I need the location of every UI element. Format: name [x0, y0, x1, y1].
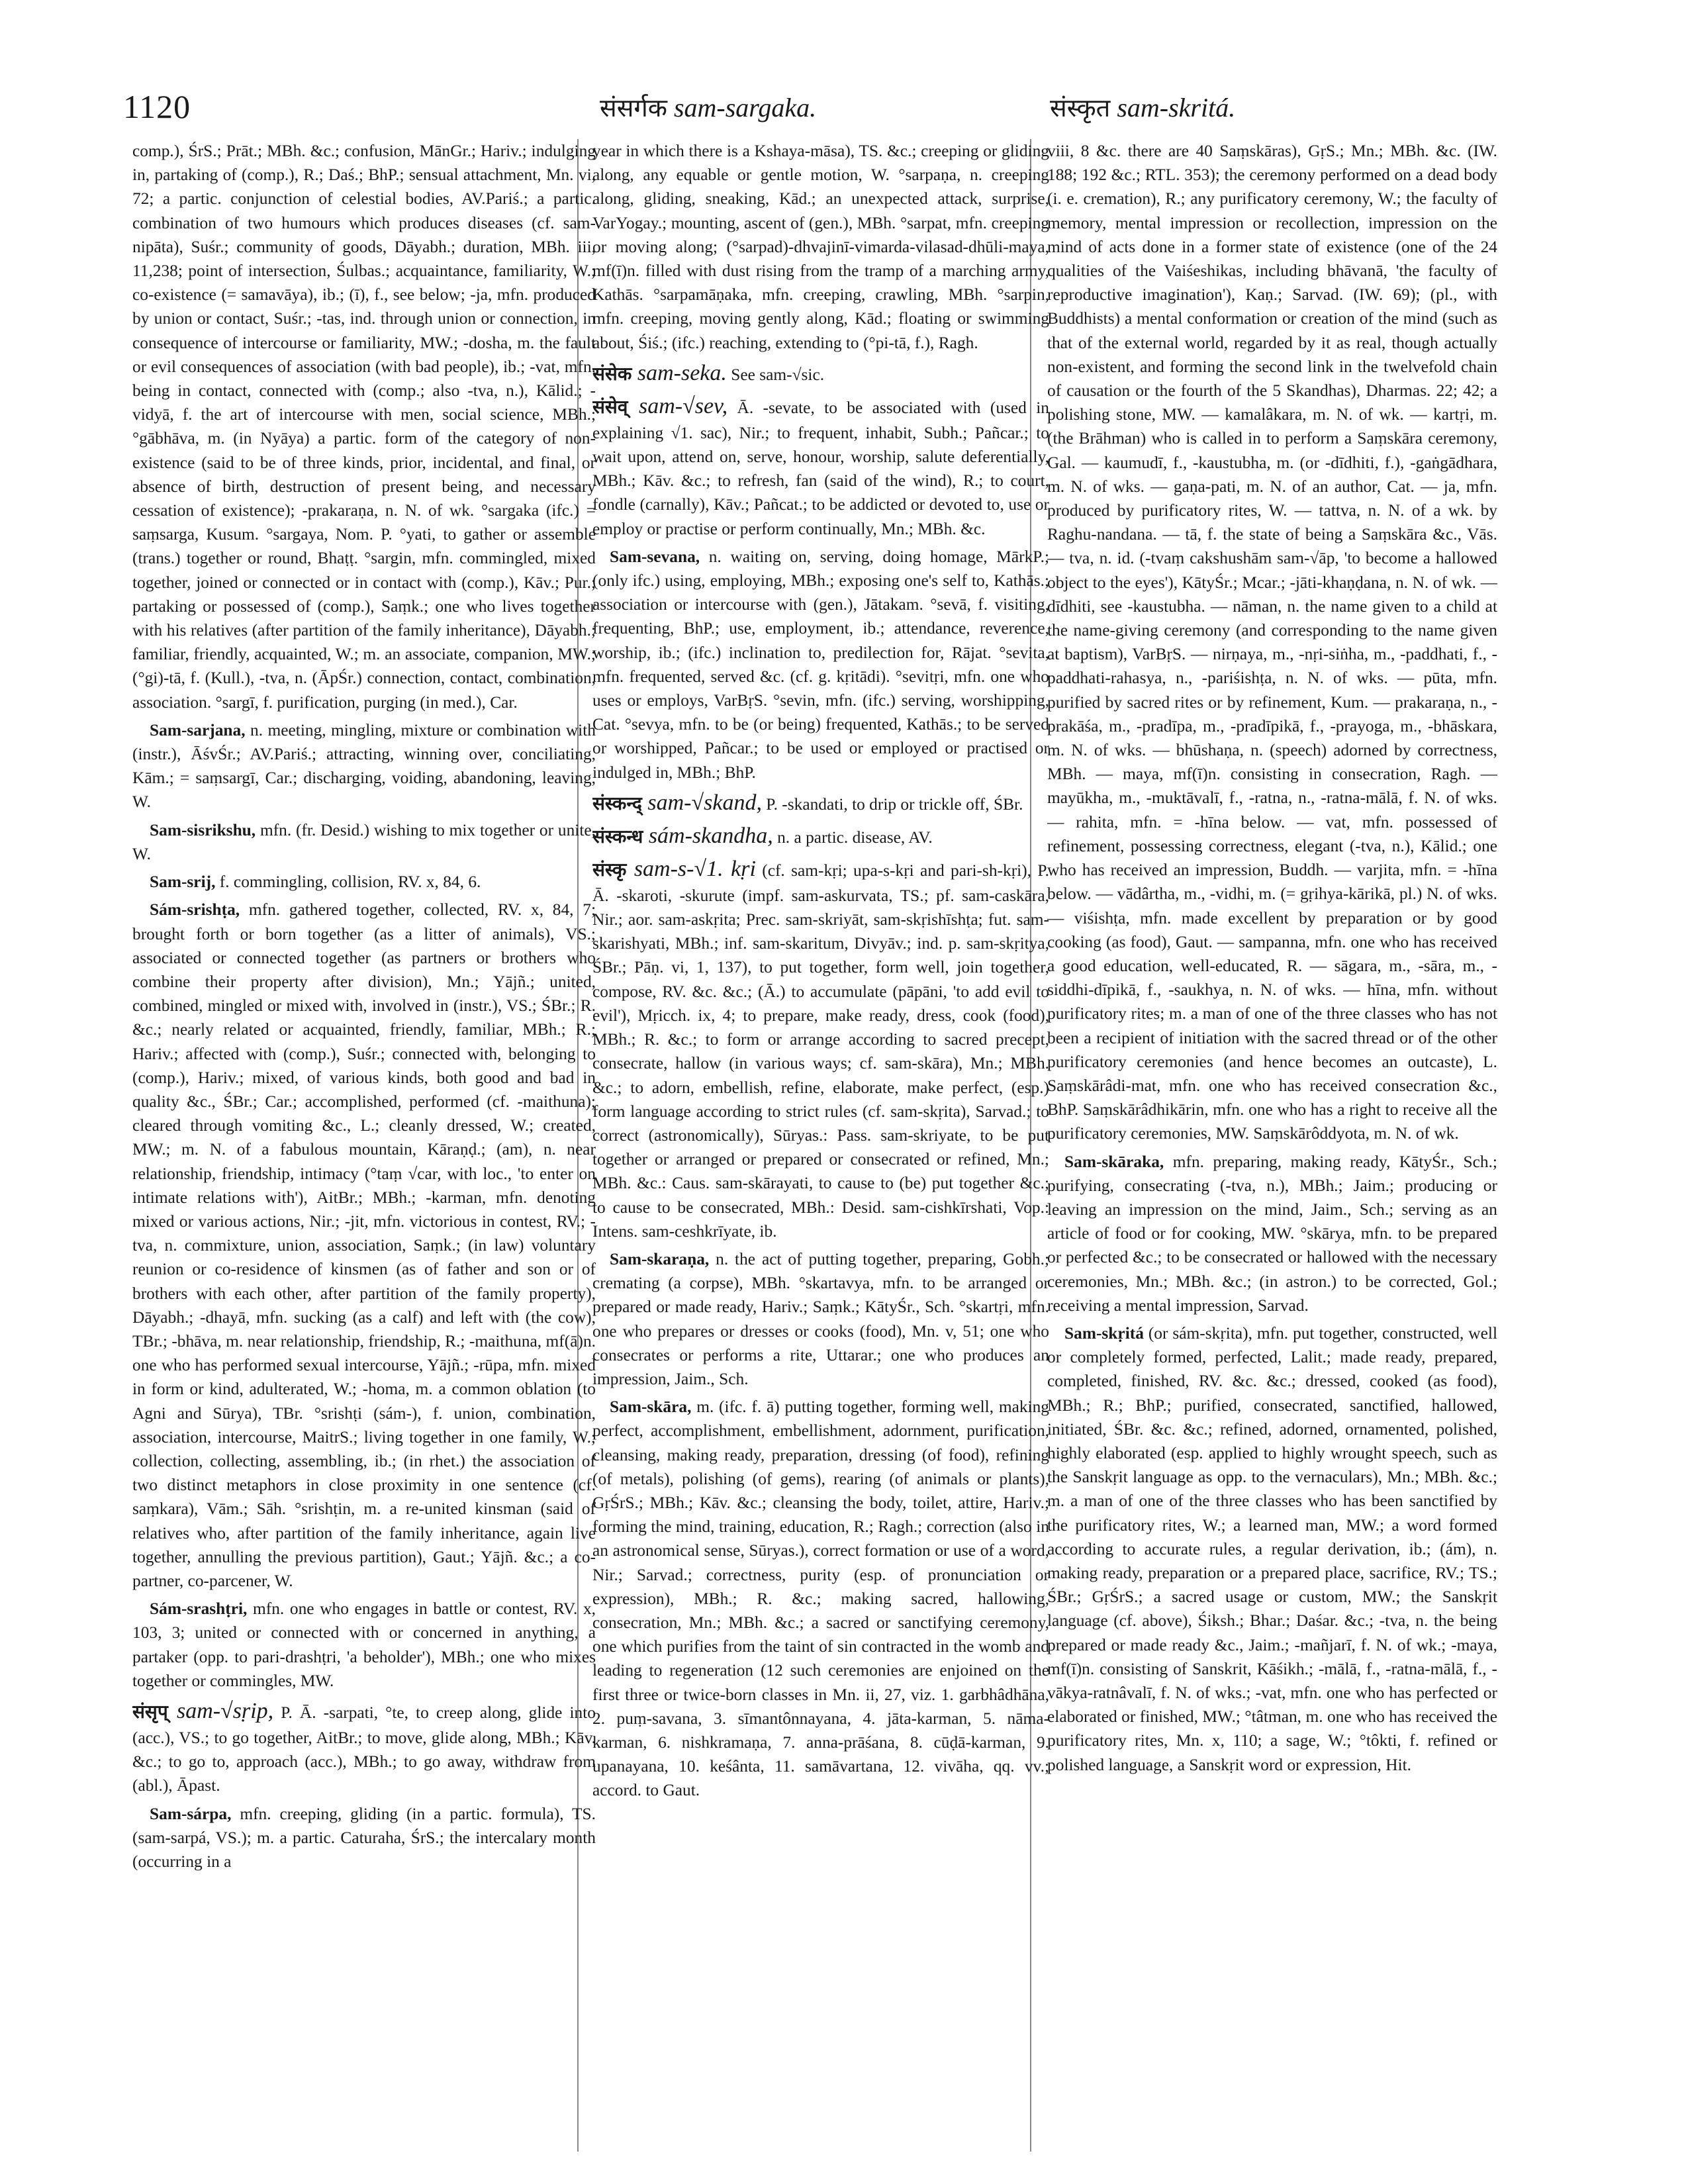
entry-definition: mfn. one who engages in battle or contest, RV. x, 103, 3; united or connected with or concerned in anything, a partaker (opp. to pari-drashṭri, 'a beholder'), MBh.; one who mixes together or commingles, MW.	[132, 1599, 596, 1690]
right-head-roman: sam-skritá.	[1117, 93, 1236, 122]
entry-definition: year in which there is a Kshaya-māsa), TS. &c.; creeping or gliding along, any equable or gentle motion, W. °sarpaṇa, n. creeping along, gliding, sneaking, Kād.; an unexpected attack, surprise, VarYogay.; mounting, ascent of (gen.), MBh. °sarpat, mfn. creeping or moving along; (°sarpad)-dhvajinī-vimarda-vilasad-dhūli-maya, mf(ī)n. filled with dust rising from the tramp of a marching army, Kathās. °sarpamāṇaka, mfn. creeping, crawling, MBh. °sarpin, mfn. creeping, moving gently along, Kād.; floating or swimming about, Śiś.; (ifc.) reaching, extending to (°pi-tā, f.), Ragh.	[592, 142, 1049, 352]
entry-definition: Ā. -sevate, to be associated with (used in explaining √1. sac), Nir.; to frequent, inhabit, Subh.; Pañcar.; to wait upon, attend on, serve, honour, worship, salute deferentially, MBh.; Kāv. &c.; to refresh, fan (said of the wind), R.; to court, fondle (carnally), Kāv.; Pañcat.; to be addicted or devoted to, use or employ or practise or perform continually, Mn.; MBh. &c.	[592, 398, 1049, 538]
entry-definition: P. -skandati, to drip or trickle off, ŚBr.	[761, 794, 1023, 814]
entry-headword: Sam-skṛitá	[1064, 1323, 1144, 1343]
entry-definition: P. Ā. -sarpati, °te, to creep along, glide into (acc.), VS.; to go together, AitBr.; to move, glide along, MBh.; Kāv. &c.; to go to, approach (acc.), MBh.; to go away, withdraw from (abl.), Āpast.	[132, 1703, 596, 1795]
column-3	[1047, 139, 1497, 2152]
entry-headword: sam-√sev,	[628, 393, 728, 418]
entry-headword: sam-s-√1. kṛi	[626, 856, 756, 881]
entry-definition: f. commingling, collision, RV. x, 84, 6.	[215, 873, 481, 892]
dictionary-entry	[132, 139, 596, 714]
entry-headword: Sam-skāra,	[610, 1398, 692, 1417]
dictionary-entry	[592, 392, 1049, 541]
dictionary-entry	[592, 139, 1049, 355]
column-1	[132, 139, 596, 2152]
dictionary-entry	[132, 718, 596, 814]
entry-devanagari: संसृप्	[132, 1701, 168, 1723]
entry-headword: Sam-srij,	[150, 873, 216, 892]
left-head-roman: sam-sargaka.	[673, 93, 817, 122]
entry-definition: m. (ifc. f. ā) putting together, forming well, making perfect, accomplishment, embellishment, adornment, purification, cleansing, making ready, preparation, dressing (of food), refining (of metals), polishing (of gems), rearing (of animals or plants), GṛŚrS.; MBh.; Kāv. &c.; cleansing the body, toilet, attire, Hariv.; forming the mind, training, education, R.; Ragh.; correction (also in an astronomical sense, Sūryas.), correct formation or use of a word, Nir.; Sarvad.; correctness, purity (esp. of pronunciation or expression), MBh.; R. &c.; making sacred, hallowing, consecration, Mn.; MBh. &c.; a sacred or sanctifying ceremony, one which purifies from the taint of sin contracted in the womb and leading to regeneration (12 such ceremonies are enjoined on the first three or twice-born classes in Mn. ii, 27, viz. 1. garbhâdhāna, 2. puṃ-savana, 3. sīmantônnayana, 4. jāta-karman, 5. nāma-karman, 6. nishkramaṇa, 7. anna-prāśana, 8. cūḍā-karman, 9. upanayana, 10. keśânta, 11. samāvartana, 12. vivāha, qq. vv.; accord. to Gaut.	[592, 1398, 1049, 1800]
dictionary-entry	[1047, 1321, 1497, 1777]
entry-definition: n. the act of putting together, preparing, Gobh.; cremating (a corpse), MBh. °skartavya, mfn. to be arranged or prepared or made ready, Hariv.; Saṃk.; KātyŚr., Sch. °skartṛi, mfn. one who prepares or dresses or cooks (food), Mn. v, 51; one who consecrates or performs a rite, Uttarar.; one who produces an impression, Jaim., Sch.	[592, 1249, 1049, 1388]
entry-headword: Sám-srashṭri,	[150, 1599, 248, 1619]
dictionary-entry	[592, 545, 1049, 784]
entry-definition: mfn. (fr. Desid.) wishing to mix together or unite, W.	[132, 820, 596, 863]
left-head-devanagari: संसर्गक	[600, 93, 667, 122]
dictionary-entry	[132, 870, 596, 894]
entry-headword: Sam-sevana,	[610, 547, 700, 566]
dictionary-entry	[132, 1802, 596, 1874]
dictionary-entry	[592, 1395, 1049, 1802]
dictionary-entry	[592, 822, 1049, 851]
dictionary-entry	[592, 359, 1049, 388]
column-2	[592, 139, 1049, 2152]
entry-definition: mfn. gathered together, collected, RV. x, 84, 7; brought forth or born together (as a litter of animals), VS.; associated or connected together (as partners or brothers who combine their property after division), Mn.; Yājñ.; united, combined, mingled or mixed with, involved in (instr.), VS.; ŚBr.; R. &c.; nearly related or acquainted, friendly, familiar, MBh.; R.; Hariv.; affected with (comp.), Suśr.; connected with, belonging to (comp.), Hariv.; mixed, of various kinds, both good and bad in quality &c., ŚBr.; Car.; accomplished, performed (cf. -maithuna); cleared through vomiting &c., L.; cleanly dressed, W.; created, MW.; m. N. of a fabulous mountain, Kāraṇḍ.; (am), n. near relationship, friendship, intimacy (°taṃ √car, with loc., 'to enter on intimate relations with'), AitBr.; MBh.; -karman, mfn. denoting mixed or various actions, Nir.; -jit, mfn. victorious in contest, RV.; -tva, n. commixture, union, association, Saṃk.; (in law) voluntary reunion or co-residence of kinsmen (as of father and son or of brothers with each other, after partition of the family property), Dāyabh.; -dhayā, mfn. sucking (as a calf) and left with (the cow), TBr.; -bhāva, m. near relationship, friendship, R.; -maithuna, mf(ā)n. one who has performed sexual intercourse, Yājñ.; -rūpa, mfn. mixed in form or kind, adulterated, W.; -homa, m. a common oblation (to Agni and Sūrya), TBr. °srishṭi (sám-), f. union, combination, association, intercourse, MaitrS.; living together in one family, W.; collection, collecting, assembling, ib.; (in rhet.) the association of two distinct metaphors in close proximity in one sentence (cf. saṃkara), Vām.; Sāh. °srishṭin, m. a re-united kinsman (said of relatives who, after partition of the family inheritance, again live together, annulling the previous partition), Gaut.; Yājñ. &c.; a co-partner, co-parcener, W.	[132, 900, 596, 1590]
entry-headword: Sam-sarjana,	[150, 720, 246, 739]
entry-definition: n. waiting on, serving, doing homage, MārkP.; (only ifc.) using, employing, MBh.; exposing one's self to, Kathās.; association or intercourse with (gen.), Jātakam. °sevā, f. visiting, frequenting, BhP.; use, employment, ib.; attendance, reverence, worship, ib.; (ifc.) inclination to, predilection for, Rājat. °sevita, mfn. frequented, served &c. (cf. g. kṛitādi). °sevitṛi, mfn. one who uses or employs, VarBṛS. °sevin, mfn. (ifc.) serving, worshipping, Cat. °sevya, mfn. to be (or being) frequented, Kathās.; to be served or worshipped, Pañcar.; to be used or employed or practised or indulged in, MBh.; BhP.	[592, 547, 1049, 782]
entry-devanagari: संस्कन्द्	[592, 792, 642, 814]
entry-devanagari: संसेव्	[592, 395, 628, 418]
entry-definition: See sam-√sic.	[726, 365, 825, 384]
entry-definition: n. meeting, mingling, mixture or combination with (instr.), ĀśvŚr.; AV.Pariś.; attracting, winning over, conciliating, Kām.; = saṃsargī, Car.; discharging, voiding, abandoning, leaving, W.	[132, 720, 596, 812]
entry-headword: Sam-skaraṇa,	[610, 1249, 710, 1268]
entry-headword: Sam-sisrikshu,	[150, 820, 256, 839]
entry-devanagari: संस्कन्ध	[592, 825, 643, 847]
entry-headword: sam-√skand,	[641, 790, 762, 815]
page-header	[123, 87, 1639, 134]
entry-headword: Sám-srishṭa,	[150, 900, 240, 920]
dictionary-entry	[132, 1597, 596, 1693]
right-head-devanagari: संस्कृत	[1050, 93, 1111, 122]
entry-headword: Sam-sárpa,	[150, 1804, 232, 1823]
entry-definition: comp.), ŚrS.; Prāt.; MBh. &c.; confusion, MānGr.; Hariv.; indulging in, partaking of (comp.), R.; Daś.; BhP.; sensual attachment, Mn. vi, 72; a partic. conjunction of celestial bodies, AV.Pariś.; a partic. combination of two humours which produces diseases (cf. sam-nipāta), Suśr.; community of goods, Dāyabh.; duration, MBh. iii, 11,238; point of intersection, Śulbas.; acquaintance, familiarity, W.; co-existence (= samavāya), ib.; (ī), f., see below; -ja, mfn. produced by union or contact, Suśr.; -tas, ind. through union or connection, in consequence of intercourse or familiarity, MW.; -dosha, m. the fault or evil consequences of association (with bad people), ib.; -vat, mfn. being in contact, connected with (comp.; also -tva, n.), Kālid.; -vidyā, f. the art of intercourse with men, social science, MBh.; °gābhāva, m. (in Nyāya) a partic. form of the category of non-existence (said to be of three kinds, prior, incidental, and final, or absence of birth, destruction of present being, and necessary cessation of existence); -prakaraṇa, n. N. of wk. °sargaka (ifc.) = saṃsarga, Kusum. °sargaya, Nom. P. °yati, to gather or assemble (trans.) together or round, Bhaṭṭ. °sargin, mfn. commingled, mixed together, joined or connected or in contact with (comp.), Kāv.; Pur.; partaking or possessed of (comp.), Saṃk.; one who lives together with his relatives (after partition of the family inheritance), Dāyabh.; familiar, friendly, acquainted, W.; m. an associate, companion, MW.; (°gi)-tā, f. (Kull.), -tva, n. (ĀpŚr.) connection, contact, combination, association. °sargī, f. purification, purging (in med.), Car.	[132, 142, 596, 712]
dictionary-entry	[1047, 139, 1497, 1146]
entry-definition: n. a partic. disease, AV.	[773, 828, 933, 847]
entry-definition: mfn. creeping, gliding (in a partic. formula), TS. (sam-sarpá, VS.); m. a partic. Caturaha, ŚrS.; the intercalary month (occurring in a	[132, 1804, 596, 1872]
entry-devanagari: संसेक	[592, 362, 632, 385]
entry-headword: sam-√sṛip,	[167, 1699, 274, 1723]
entry-headword: Sam-skāraka,	[1064, 1152, 1164, 1171]
dictionary-entry	[592, 788, 1049, 818]
dictionary-entry	[132, 818, 596, 866]
right-running-head	[1050, 90, 1235, 124]
page-number: 1120	[123, 88, 191, 125]
entry-definition: (or sám-skṛita), mfn. put together, constructed, well or completely formed, perfected, Lalit.; made ready, prepared, completed, finished, RV. &c. &c.; dressed, cooked (as food), MBh.; R.; BhP.; purified, consecrated, sanctified, hallowed, initiated, ŚBr. &c. &c.; refined, adorned, ornamented, polished, highly elaborated (esp. applied to highly wrought speech, such as the Sanskṛit language as opp. to the vernaculars), Mn.; MBh. &c.; m. a man of one of the three classes who has been sanctified by the purificatory rites, W.; a learned man, MW.; a word formed according to accurate rules, a regular derivation, ib.; (ám), n. making ready, preparation or a prepared place, sacrifice, RV.; TS.; ŚBr.; GṛŚrS.; a sacred usage or custom, MW.; the Sanskṛit language (cf. above), Śiksh.; Bhar.; Daśar. &c.; -tva, n. the being prepared or made ready &c., Jaim.; -mañjarī, f. N. of wk.; -maya, mf(ī)n. consisting of Sanskrit, Kāśikh.; -mālā, f., -ratna-mālā, f., -vākya-ratnâvalī, f. N. of wks.; -vat, mfn. one who has perfected or elaborated or finished, MW.; °tâtman, m. one who has received the purificatory rites, Mn. x, 110; a sage, W.; °tôkti, f. refined or polished language, a Sanskṛit word or expression, Hit.	[1047, 1323, 1497, 1774]
dictionary-entry	[132, 1697, 596, 1798]
entry-definition: mfn. preparing, making ready, KātyŚr., Sch.; purifying, consecrating (-tva, n.), MBh.; Jaim.; producing or leaving an impression on the mind, Jaim., Sch.; serving as an article of food or for cooking, MW. °skārya, mfn. to be prepared or perfected &c.; to be consecrated or hallowed with the necessary ceremonies, Mn.; MBh. &c.; (in astron.) to be corrected, Gol.; receiving a mental impression, Sarvad.	[1047, 1152, 1497, 1315]
dictionary-entry	[592, 1247, 1049, 1391]
dictionary-entry	[592, 855, 1049, 1243]
dictionary-entry	[1047, 1150, 1497, 1317]
entry-definition: viii, 8 &c. there are 40 Saṃskāras), GṛS.; Mn.; MBh. &c. (IW. 188; 192 &c.; RTL. 353); the ceremony performed on a dead body (i. e. cremation), R.; any purificatory ceremony, W.; the faculty of memory, mental impression or recollection, impression on the mind of acts done in a former state of existence (one of the 24 qualities of the Vaiśeshikas, including bhāvanā, 'the faculty of reproductive imagination'), Kaṇ.; Sarvad. (IW. 69); (pl., with Buddhists) a mental conformation or creation of the mind (such as that of the external world, regarded by it as real, though actually non-existent, and forming the second link in the twelvefold chain of causation or the fourth of the 5 Skandhas), Dharmas. 22; 42; a polishing stone, MW. — kamalâkara, m. N. of wk. — kartṛi, m. (the Brāhman) who is called in to perform a Saṃskāra ceremony, Gal. — kaumudī, f., -kaustubha, m. (or -dīdhiti, f.), -gaṅgādhara, m. N. of wks. — gaṇa-pati, m. N. of an author, Cat. — ja, mfn. produced by purificatory rites, W. — tattva, n. N. of a wk. by Raghu-nandana. — tā, f. the state of being a Saṃskāra &c., Vās. — tva, n. id. (-tvaṃ cakshushām sam-√āp, 'to become a hallowed object to the eyes'), KātyŚr.; Mcar.; -jāti-khaṇḍana, n. N. of wk. — dīdhiti, see -kaustubha. — nāman, n. the name given to a child at the name-giving ceremony (and corresponding to the name given at baptism), VarBṛS. — nirṇaya, m., -nṛi-siṅha, m., -paddhati, f., -paddhati-rahasya, n., -pariśishṭa, n. N. of wks. — pūta, mfn. purified by sacred rites or by refinement, Kum. — prakaraṇa, n., -prakāśa, m., -pradīpa, m., -pradīpikā, f., -prayoga, m., -bhāskara, m. N. of wks. — bhūshaṇa, n. (speech) adorned by correctness, MBh. — maya, mf(ī)n. consisting in consecration, Ragh. — mayūkha, m., -muktāvalī, f., -ratna, n., -ratna-mālā, f. N. of wks. — rahita, mfn. = -hīna below. — vat, mfn. possessed of refinement, possessing correctness, elegant (-tva, n.), Kālid.; one who has received an impression, Buddh. — varjita, mfn. = -hīna below. — vādârtha, m., -vidhi, m. (= gṛihya-kārikā, pl.) N. of wks. — viśishṭa, mfn. made excellent by preparation or by good cooking (as food), Gaut. — sampanna, mfn. one who has received a good education, well-educated, R. — sāgara, m., -sāra, m., -siddhi-dīpikā, f., -saukhya, n. N. of wks. — hīna, mfn. without purificatory rites; m. a man of one of the three classes who has not been a recipient of initiation with the sacred thread or of the other purificatory ceremonies (and hence becomes an outcaste), L. Saṃskārâdi-mat, mfn. one who has received consecration &c., BhP. Saṃskārâdhikārin, mfn. one who has a right to receive all the purificatory ceremonies, MW. Saṃskārôddyota, m. N. of wk.	[1047, 142, 1497, 1143]
entry-headword: sam-seka.	[632, 360, 727, 385]
entry-headword: sám-skandha,	[643, 823, 773, 848]
entry-devanagari: संस्कृ	[592, 858, 627, 880]
dictionary-entry	[132, 898, 596, 1593]
entry-definition: (cf. sam-kṛi; upa-s-kṛi and pari-sh-kṛi), P. Ā. -skaroti, -skurute (impf. sam-askurvata, TS.; pf. sam-caskāra, Nir.; aor. sam-askṛita; Prec. sam-skriyāt, sam-skṛishīshṭa; fut. sam-skarishyati, MBh.; inf. sam-skaritum, Divyāv.; ind. p. sam-skṛitya, ŚBr.; Pāṇ. vi, 1, 137), to put together, form well, join together, compose, RV. &c. &c.; (Ā.) to accumulate (pāpāni, 'to add evil to evil'), Mṛicch. ix, 4; to prepare, make ready, dress, cook (food), MBh.; R. &c.; to form or arrange according to sacred precept, consecrate, hallow (in various ways; cf. sam-skāra), Mn.; MBh. &c.; to adorn, embellish, refine, elaborate, make perfect, (esp.) form language according to strict rules (cf. sam-skṛita), Sarvad.; to correct (astronomically), Sūryas.: Pass. sam-skriyate, to be put together or arranged or prepared or consecrated or refined, Mn.; MBh. &c.: Caus. sam-skārayati, to cause to (be) put together &c.; to cause to be consecrated, MBh.: Desid. sam-cishkīrshati, Vop.: Intens. sam-ceshkrīyate, ib.	[592, 861, 1049, 1241]
left-running-head	[600, 90, 816, 124]
